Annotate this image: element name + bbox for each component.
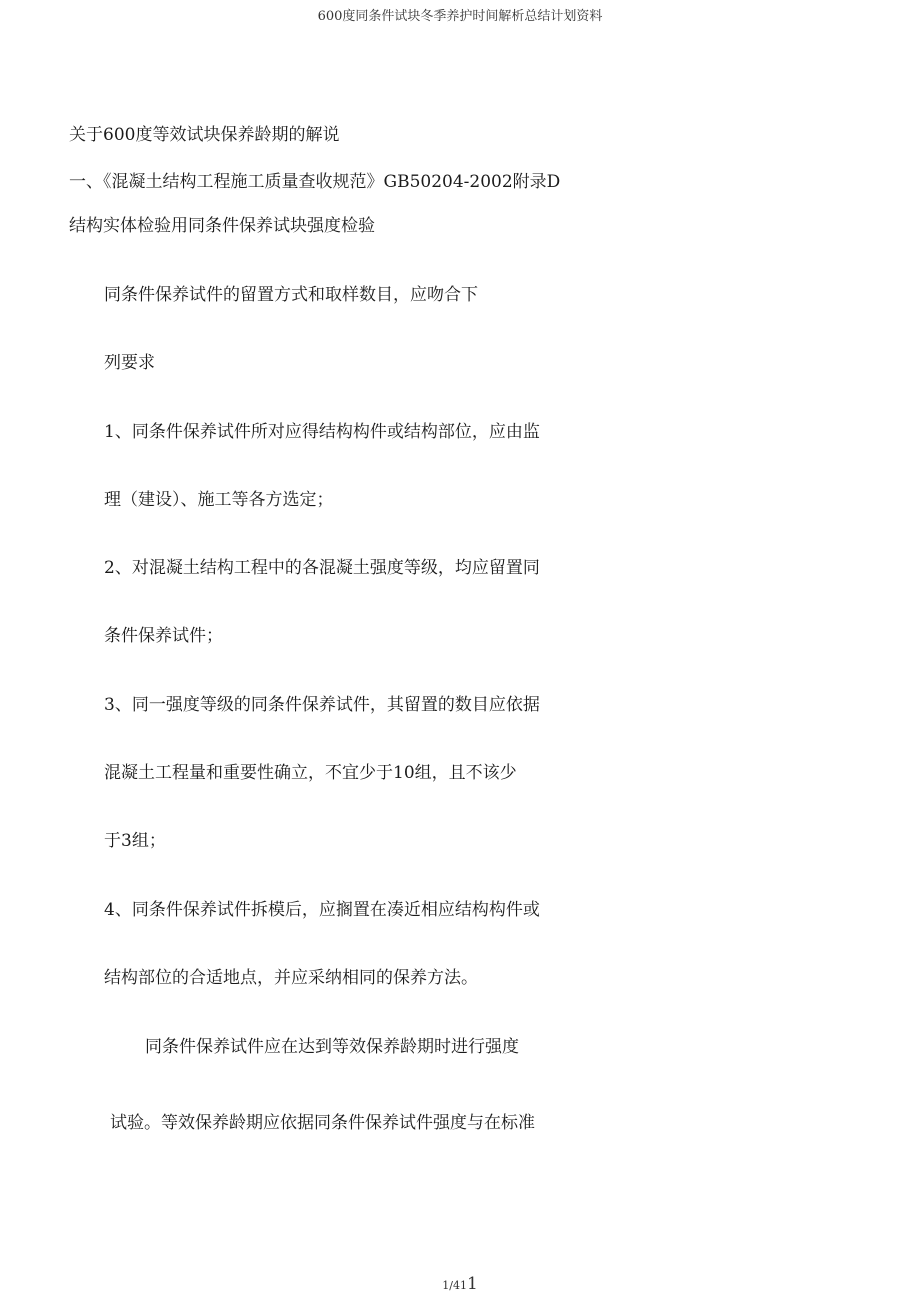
list-item-1-line-2: 理（建设）、施工等各方选定； — [104, 490, 334, 510]
list-item-3-line-1: 3、同一强度等级的同条件保养试件，其留置的数目应依据 — [104, 695, 540, 715]
list-item-3-line-2: 混凝土工程量和重要性确立，不宜少于10组，且不该少 — [104, 763, 517, 783]
list-item-1-line-1: 1、同条件保养试件所对应得结构构件或结构部位，应由监 — [104, 422, 540, 442]
paragraph-2-line-1: 同条件保养试件应在达到等效保养龄期时进行强度 — [145, 1037, 519, 1057]
paragraph-intro-line-2: 列要求 — [104, 353, 155, 373]
page-number-large: 1 — [466, 1274, 478, 1294]
document-heading: 关于600度等效试块保养龄期的解说 — [69, 125, 340, 145]
list-item-2-line-2: 条件保养试件； — [104, 626, 223, 646]
document-header-title: 600度同条件试块冬季养护时间解析总结计划资料 — [317, 9, 603, 24]
list-item-4-line-1: 4、同条件保养试件拆模后，应搁置在凑近相应结构构件或 — [104, 900, 540, 920]
paragraph-2-line-2: 试验。等效保养龄期应依据同条件保养试件强度与在标准 — [110, 1113, 535, 1133]
page-number — [0, 1274, 920, 1294]
page-number-small: 1/41 — [442, 1279, 467, 1292]
list-item-2-line-1: 2、对混凝土结构工程中的各混凝土强度等级，均应留置同 — [104, 558, 540, 578]
section-title-line-1: 一、《混凝土结构工程施工质量查收规范》GB50204-2002附录D — [69, 172, 561, 192]
list-item-4-line-2: 结构部位的合适地点，并应采纳相同的保养方法。 — [104, 968, 478, 988]
list-item-3-line-3: 于3组； — [104, 831, 166, 851]
paragraph-intro-line-1: 同条件保养试件的留置方式和取样数目，应吻合下 — [104, 285, 478, 305]
section-title-line-2: 结构实体检验用同条件保养试块强度检验 — [69, 216, 375, 236]
